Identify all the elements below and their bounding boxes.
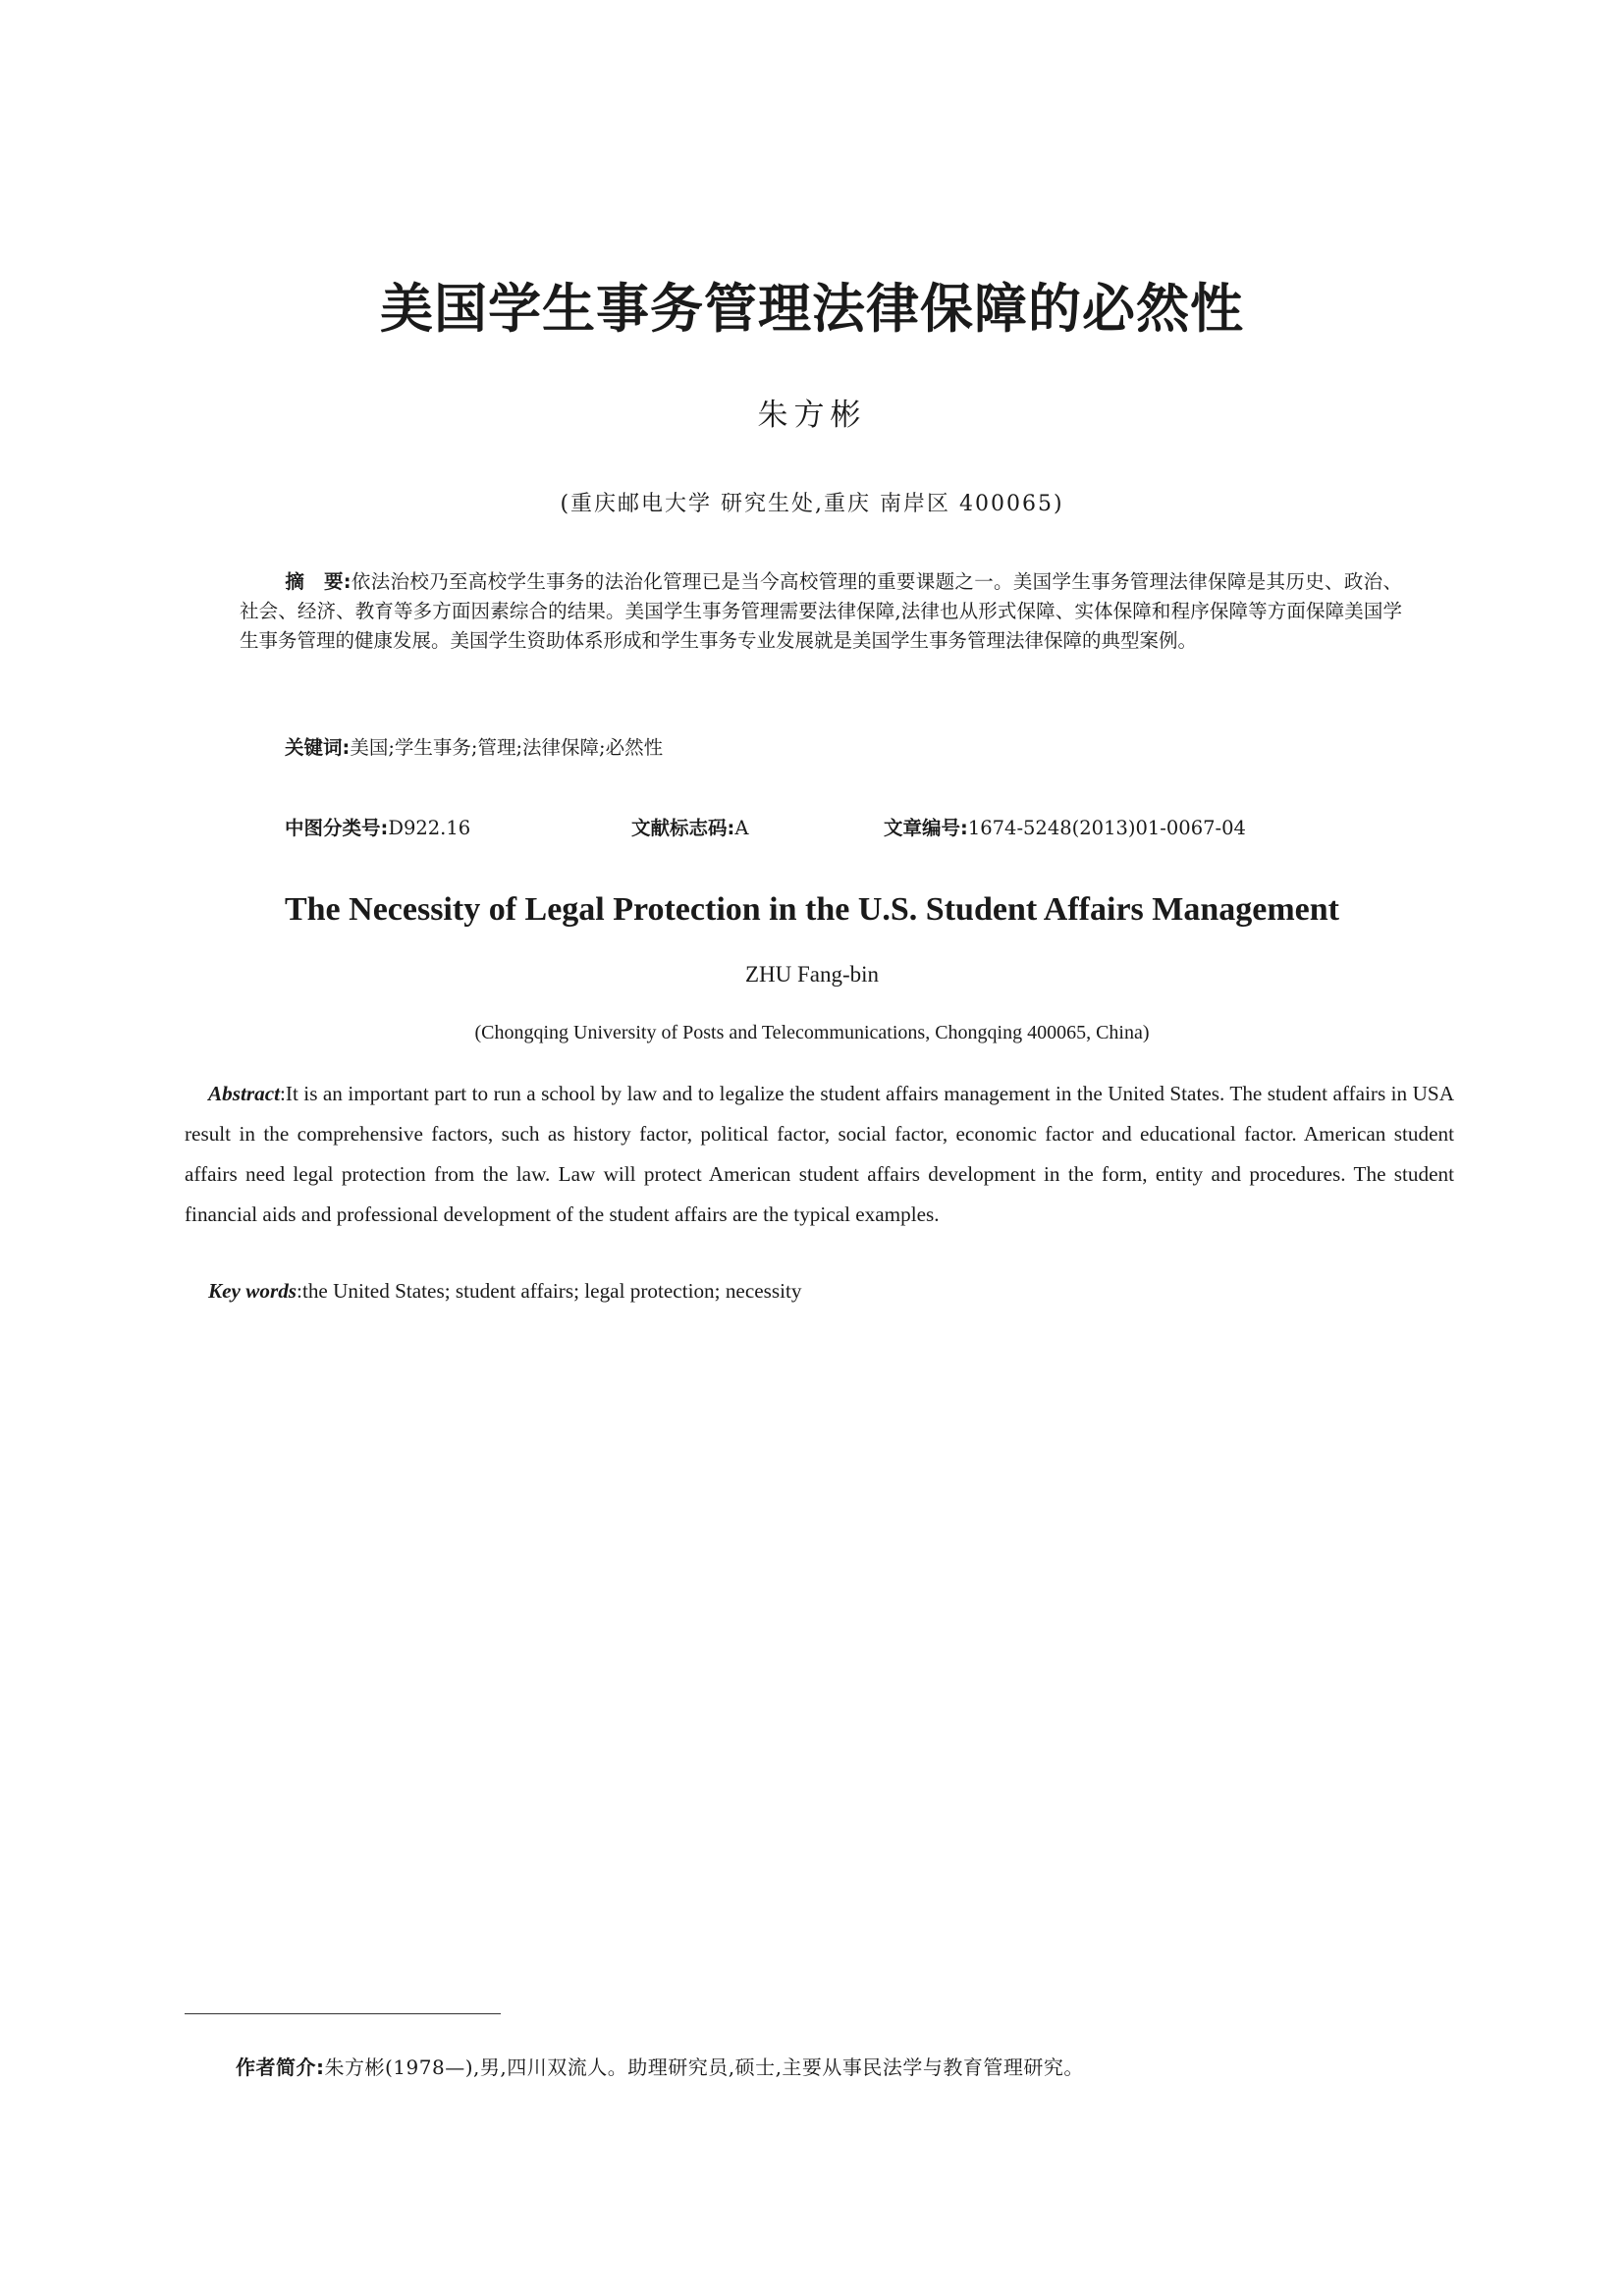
article-number-value: 1674-5248(2013)01-0067-04: [967, 817, 1246, 839]
author-bio-text: 朱方彬(1978—),男,四川双流人。助理研究员,硕士,主要从事民法学与教育管理研究。: [324, 2056, 1084, 2079]
author-affiliation-cn: (重庆邮电大学 研究生处,重庆 南岸区 400065): [560, 492, 1064, 516]
keywords-cn-label: 关键词:: [285, 736, 351, 759]
classification-line: [285, 813, 1365, 842]
author-affiliation-en: (Chongqing University of Posts and Telecommunications, Chongqing 400065, China): [474, 1022, 1150, 1043]
abstract-en: [185, 1074, 1454, 1235]
clc-number: [285, 813, 470, 840]
article-number: [884, 813, 1246, 840]
keywords-en: [208, 1279, 802, 1304]
document-code-label: 文献标志码:: [631, 817, 735, 839]
keywords-en-label: Key words: [208, 1279, 298, 1303]
author-name-en: ZHU Fang-bin: [744, 962, 880, 987]
author-bio-label: 作者简介:: [236, 2056, 325, 2079]
clc-value: D922.16: [388, 817, 471, 839]
abstract-cn-text: 依法治校乃至高校学生事务的法治化管理已是当今高校管理的重要课题之一。美国学生事务管理法律保障是其历史、政治、社会、经济、教育等多方面因素综合的结果。美国学生事务管理需要法律保障,法律也从形式保障、实体保障和程序保障等方面保障美国学生事务管理的健康发展。美国学生资助体系形成和学生事务专业发展就是美国学生事务管理法律保障的典型案例。: [240, 570, 1402, 652]
document-code: [631, 813, 748, 840]
keywords-cn-text: 美国;学生事务;管理;法律保障;必然性: [350, 736, 664, 759]
clc-label: 中图分类号:: [285, 817, 389, 839]
document-code-value: A: [734, 817, 749, 839]
abstract-cn: [240, 567, 1402, 656]
abstract-en-text: It is an important part to run a school by law and to legalize the student affairs management in the United States. The student affairs in USA result in the comprehensive factors, such as history factor, political factor, social factor, economic factor and educational factor. American student affairs need legal protection from the law. Law will protect American student affairs development in the form, entity and procedures. The student financial aids and professional development of the student affairs are the typical examples.: [185, 1082, 1454, 1226]
paper-title-cn: 美国学生事务管理法律保障的必然性: [380, 277, 1244, 340]
keywords-cn: [285, 732, 663, 760]
abstract-en-separator: :: [280, 1082, 286, 1105]
article-number-label: 文章编号:: [884, 817, 968, 839]
abstract-cn-label: 摘 要:: [285, 570, 352, 593]
keywords-en-text: the United States; student affairs; legal protection; necessity: [301, 1279, 802, 1303]
footnote-divider: [185, 2013, 501, 2014]
paper-title-en: The Necessity of Legal Protection in the U.S. Student Affairs Management: [284, 891, 1340, 928]
abstract-en-label: Abstract: [208, 1082, 280, 1105]
keywords-en-separator: :: [297, 1279, 302, 1303]
author-bio-footnote: [236, 2052, 1084, 2080]
author-name-cn: 朱方彬: [757, 398, 867, 433]
